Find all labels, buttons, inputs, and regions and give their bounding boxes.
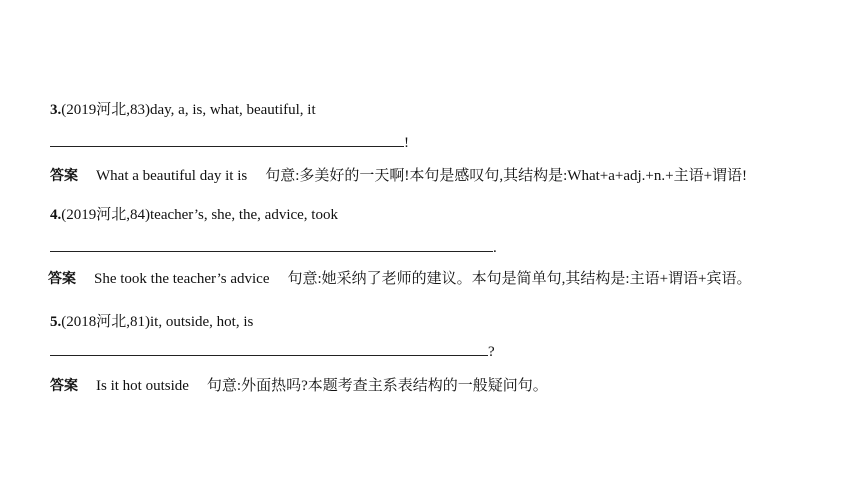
question-3-solution (50, 166, 747, 186)
answer-label: 答案 (48, 271, 76, 287)
question-4-solution (48, 269, 752, 289)
question-3-prompt (50, 100, 316, 120)
answer-explanation: 句意:外面热吗?本题考查主系表结构的一般疑问句。 (206, 378, 548, 394)
question-number: 5. (50, 314, 62, 330)
question-4-prompt (50, 205, 338, 225)
answer-blank[interactable] (50, 341, 488, 356)
answer-explanation: 句意:她采纳了老师的建议。本句是简单句,其结构是:主语+谓语+宾语。 (287, 271, 752, 287)
answer-text: Is it hot outside (96, 378, 189, 394)
question-number: 3. (50, 102, 62, 118)
answer-text: She took the teacher’s advice (94, 271, 270, 287)
end-mark: ? (488, 344, 495, 360)
question-4-answer-line (50, 237, 497, 258)
question-prompt: (2019河北,84)teacher’s, she, the, advice, took (61, 207, 338, 223)
answer-label: 答案 (50, 378, 78, 394)
question-5-prompt (50, 312, 253, 332)
question-3-answer-line (50, 132, 409, 153)
answer-blank[interactable] (50, 132, 404, 147)
end-mark: ! (404, 135, 409, 151)
answer-label: 答案 (50, 168, 78, 184)
question-5-solution (50, 376, 548, 396)
answer-blank[interactable] (50, 237, 493, 252)
question-prompt: (2019河北,83)day, a, is, what, beautiful, it (61, 102, 316, 118)
question-number: 4. (50, 207, 62, 223)
end-mark: . (493, 240, 497, 256)
question-5-answer-line (50, 341, 495, 362)
answer-text: What a beautiful day it is (96, 168, 248, 184)
answer-explanation: 句意:多美好的一天啊!本句是感叹句,其结构是:What+a+adj.+n.+主语+谓语! (265, 168, 748, 184)
question-prompt: (2018河北,81)it, outside, hot, is (61, 314, 254, 330)
